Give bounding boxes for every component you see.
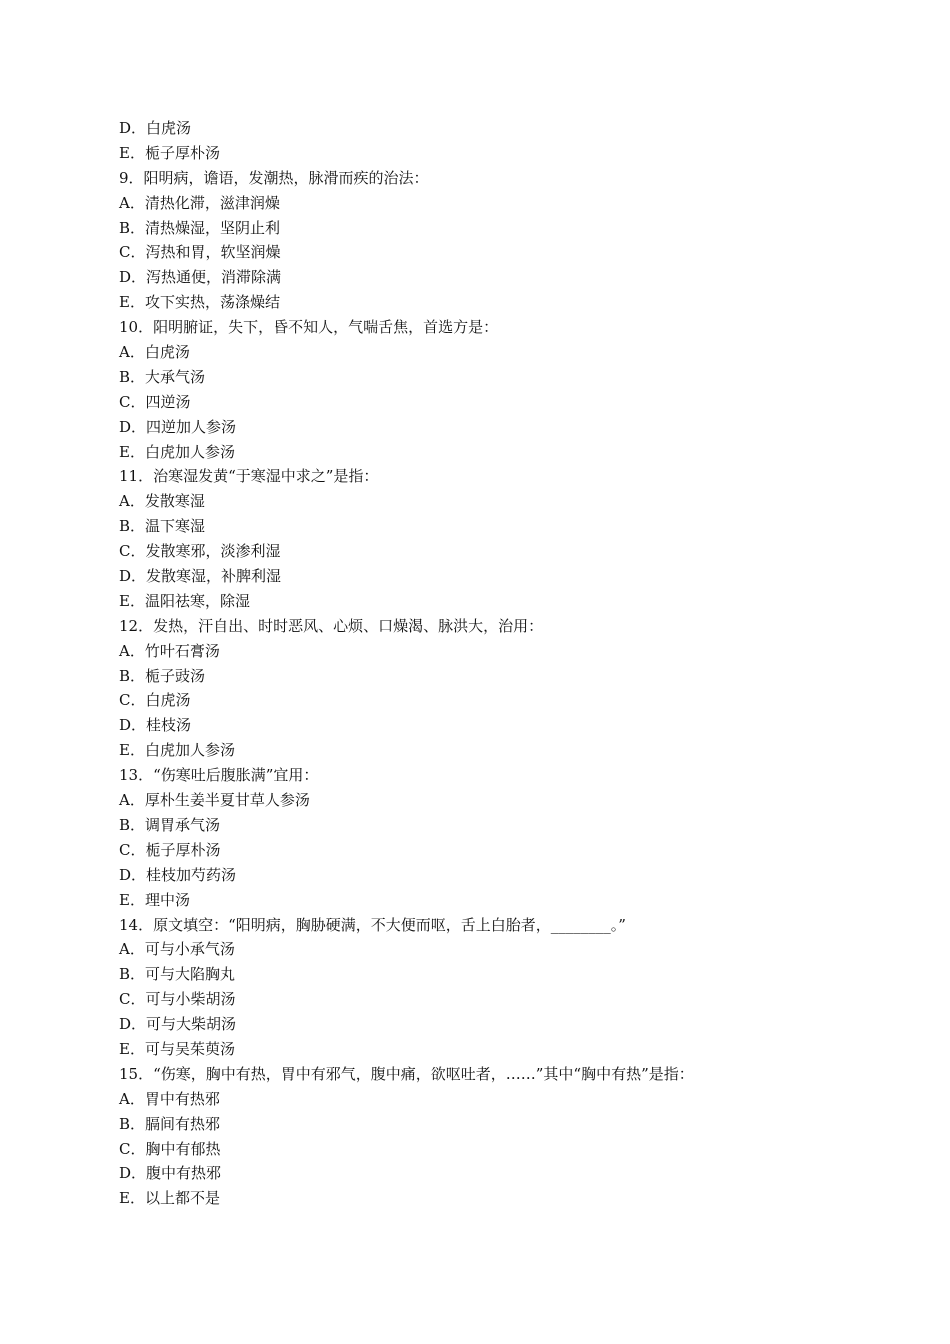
answer-option: C．栀子厚朴汤 <box>119 840 221 859</box>
answer-option: D．可与大柴胡汤 <box>119 1015 237 1034</box>
answer-option: E．可与吴茱萸汤 <box>119 1039 235 1058</box>
answer-option: C．可与小柴胡汤 <box>119 990 236 1009</box>
answer-option: E．温阳祛寒，除湿 <box>119 591 250 610</box>
question-stem: 13．“伤寒吐后腹胀满”宜用： <box>119 766 319 785</box>
answer-option: C．四逆汤 <box>119 392 191 411</box>
answer-option: D．白虎汤 <box>119 119 192 137</box>
answer-option: E．理中汤 <box>119 890 190 909</box>
question-stem: 10．阳明腑证，失下，昏不知人，气喘舌焦，首选方是： <box>119 318 499 337</box>
answer-option: D．四逆加人参汤 <box>119 417 237 436</box>
answer-option: B．大承气汤 <box>119 367 206 386</box>
answer-option: A．可与小承气汤 <box>119 940 235 959</box>
answer-option: A．白虎汤 <box>119 343 190 362</box>
answer-option: B．调胃承气汤 <box>119 815 221 834</box>
answer-option: B．温下寒湿 <box>119 517 206 536</box>
answer-option: D．桂枝加芍药汤 <box>119 865 237 884</box>
answer-option: B．可与大陷胸丸 <box>119 965 236 984</box>
answer-option: C．白虎汤 <box>119 691 191 710</box>
answer-option: E．白虎加人参汤 <box>119 741 235 760</box>
answer-option: A．清热化滞，滋津润燥 <box>119 193 280 212</box>
answer-option: E．栀子厚朴汤 <box>119 143 220 162</box>
answer-option: A．胃中有热邪 <box>119 1089 220 1108</box>
answer-option: B．膈间有热邪 <box>119 1114 221 1133</box>
question-stem: 12．发热，汗自出、时时恶风、心烦、口燥渴、脉洪大，治用： <box>119 616 544 635</box>
answer-option: C．发散寒邪，淡渗利湿 <box>119 542 281 561</box>
answer-option: D．泻热通便，消滞除满 <box>119 268 282 287</box>
answer-option: E．攻下实热，荡涤燥结 <box>119 293 280 312</box>
answer-option: D．桂枝汤 <box>119 716 192 735</box>
answer-option: B．栀子豉汤 <box>119 666 206 685</box>
answer-option: D．发散寒湿，补脾利湿 <box>119 567 282 586</box>
answer-option: A．竹叶石膏汤 <box>119 641 220 660</box>
answer-option: E．以上都不是 <box>119 1189 220 1208</box>
answer-option: A．厚朴生姜半夏甘草人参汤 <box>119 791 310 810</box>
answer-option: A．发散寒湿 <box>119 492 205 511</box>
answer-option: C．泻热和胃，软坚润燥 <box>119 243 281 262</box>
document-page <box>119 116 839 1211</box>
answer-option: C．胸中有郁热 <box>119 1139 221 1158</box>
question-stem: 15．“伤寒，胸中有热，胃中有邪气，腹中痛，欲呕吐者，……”其中“胸中有热”是指： <box>119 1064 694 1083</box>
answer-option: D．腹中有热邪 <box>119 1164 222 1183</box>
question-stem: 9．阳明病，谵语，发潮热，脉滑而疾的治法： <box>119 168 429 187</box>
question-stem: 11．治寒湿发黄“于寒湿中求之”是指： <box>119 467 379 486</box>
answer-option: E．白虎加人参汤 <box>119 442 235 461</box>
question-stem: 14．原文填空：“阳明病，胸胁硬满，不大便而呕，舌上白胎者，________。” <box>119 915 626 934</box>
answer-option: B．清热燥湿，坚阴止利 <box>119 218 281 237</box>
